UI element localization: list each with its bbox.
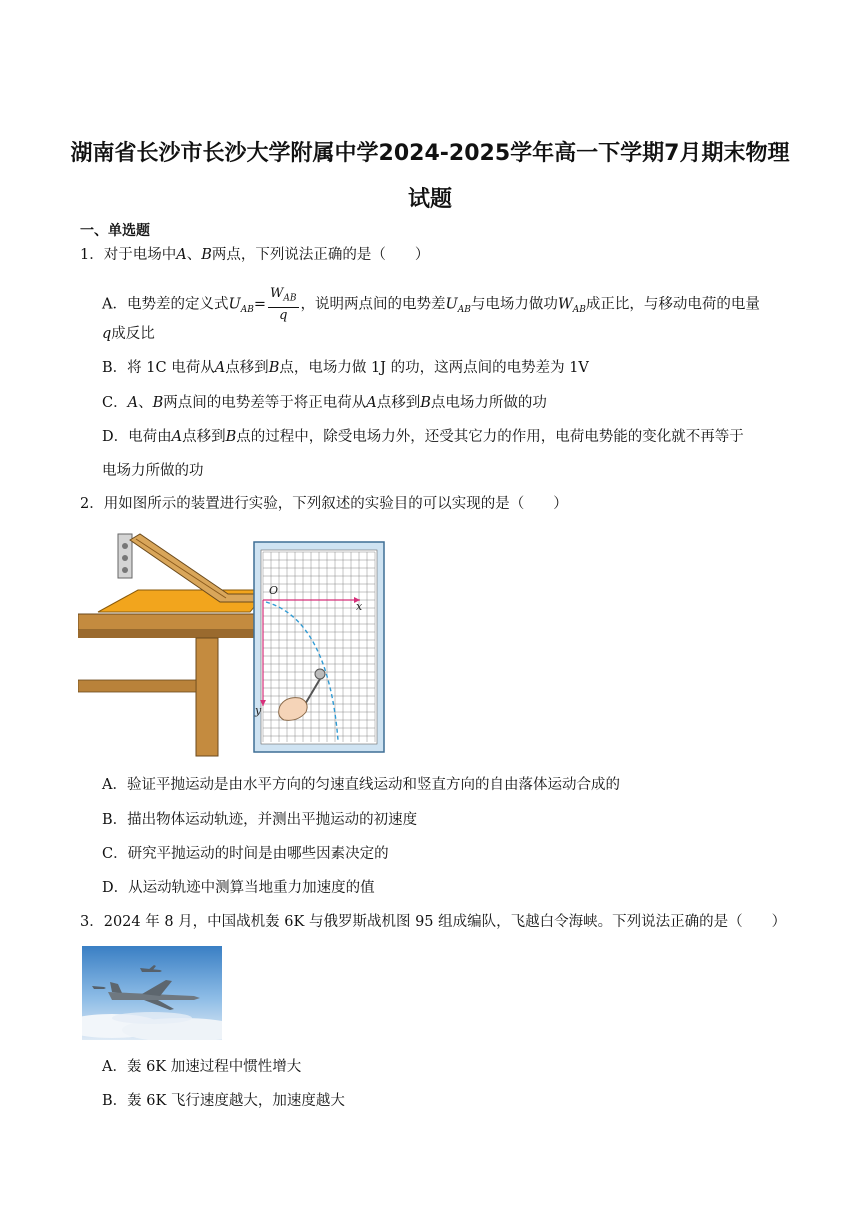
question-1-option-a-continued: q成反比 (102, 326, 155, 342)
question-3-stem: 3．2024 年 8 月，中国战机轰 6K 与俄罗斯战机图 95 组成编队，飞越白令海峡。下列说法正确的是（ ） (80, 914, 787, 930)
question-2-option-d: D．从运动轨迹中测算当地重力加速度的值 (102, 880, 375, 896)
section-heading: 一、单选题 (80, 223, 150, 239)
question-3-option-a: A．轰 6K 加速过程中惯性增大 (102, 1059, 302, 1075)
question-1-option-d-continued: 电场力所做的功 (102, 463, 204, 479)
page-title-line-2: 试题 (407, 187, 452, 212)
figure-label-o: O (269, 584, 279, 597)
question-2-stem: 2．用如图所示的装置进行实验，下列叙述的实验目的可以实现的是（ ） (80, 496, 568, 512)
question-3-option-b: B．轰 6K 飞行速度越大，加速度越大 (102, 1093, 345, 1109)
question-1-option-b: B．将 1C 电荷从A点移到B点，电场力做 1J 的功，这两点间的电势差为 1V (102, 360, 589, 376)
aircraft-formation-photo (82, 946, 222, 1040)
question-1-stem: 1．对于电场中A、B两点，下列说法正确的是（ ） (80, 247, 430, 263)
question-2-option-b: B．描出物体运动轨迹，并测出平抛运动的初速度 (102, 812, 418, 828)
page-title-line-1: 湖南省长沙市长沙大学附属中学2024-2025学年高一下学期7月期末物理 (70, 141, 790, 166)
question-1-option-a: A．电势差的定义式$U_{AB}=$ $\frac{W_{AB}}{q}$ ，说明两点间的电势差$U_{AB}$与电场力做功$W_{AB}$成正比，与移动电荷的电量 (102, 286, 760, 323)
figure-label-x: x (356, 600, 363, 613)
figure-label-y: y (255, 704, 262, 717)
question-2-option-a: A．验证平抛运动是由水平方向的匀速直线运动和竖直方向的自由落体运动合成的 (102, 777, 620, 793)
formula-fraction: $\frac{W_{AB}}{q}$ (270, 286, 297, 323)
question-1-option-c: C．A、B两点间的电势差等于将正电荷从A点移到B点电场力所做的功 (102, 395, 547, 411)
question-1-option-d: D．电荷由A点移到B点的过程中，除受电场力外，还受其它力的作用，电荷电势能的变化就不再等于 (102, 429, 744, 445)
question-2-option-c: C．研究平抛运动的时间是由哪些因素决定的 (102, 846, 389, 862)
projectile-apparatus-figure (78, 530, 388, 758)
